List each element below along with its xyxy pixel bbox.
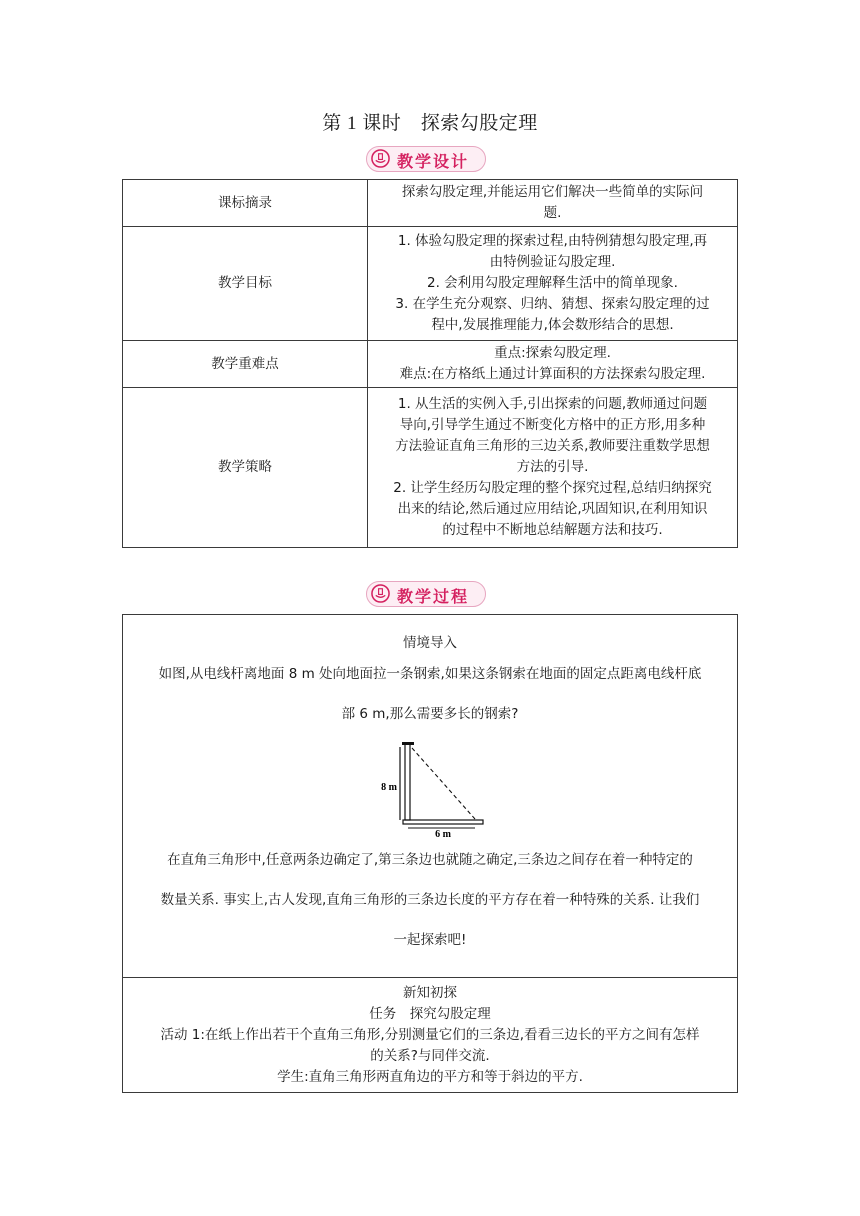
text-line: 难点:在方格纸上通过计算面积的方法探索勾股定理. [399, 366, 706, 382]
teaching-design-label: 教学设计 [397, 152, 470, 171]
badge-emblem-icon [371, 149, 390, 168]
teaching-process-label: 教学过程 [397, 587, 470, 606]
text-line: 由特例验证勾股定理. [489, 254, 616, 270]
row-value [368, 388, 738, 548]
process-table [122, 614, 738, 1093]
text-line: 2. 让学生经历勾股定理的整个探究过程,总结归纳探究 [393, 480, 712, 496]
height-label: 8 m [381, 781, 397, 793]
table-row [123, 180, 738, 227]
table-row [123, 978, 738, 1093]
cable-dashed-line [412, 748, 475, 819]
pole [405, 744, 410, 820]
ground-line [403, 820, 483, 824]
explanation-line: 在直角三角形中,任意两条边确定了,第三条边也就随之确定,三条边之间存在着一种特定的 [167, 851, 693, 868]
section-heading: 情境导入 [403, 634, 457, 651]
table-row [123, 615, 738, 978]
row-value [368, 341, 738, 388]
row-key: 教学策略 [123, 388, 368, 548]
new-knowledge-section [123, 978, 738, 1093]
text-line: 1. 体验勾股定理的探索过程,由特例猜想勾股定理,再 [397, 233, 708, 249]
design-table [122, 179, 738, 548]
table-row [123, 227, 738, 341]
teaching-design-badge [366, 146, 486, 172]
activity-line: 的关系?与同伴交流. [370, 1047, 490, 1064]
pole-top [402, 742, 414, 745]
text-line: 2. 会利用勾股定理解释生活中的简单现象. [427, 275, 678, 291]
table-row [123, 341, 738, 388]
text-line: 3. 在学生充分观察、归纳、猜想、探索勾股定理的过 [395, 296, 710, 312]
activity-line: 活动 1:在纸上作出若干个直角三角形,分别测量它们的三条边,看看三边长的平方之间有怎样 [160, 1026, 700, 1043]
text-line: 导向,引导学生通过不断变化方格中的正方形,用多种 [399, 417, 706, 433]
section-heading: 新知初探 [403, 984, 457, 1001]
row-key: 教学目标 [123, 227, 368, 341]
text-line: 的过程中不断地总结解题方法和技巧. [442, 522, 663, 538]
task-title: 任务 探究勾股定理 [369, 1005, 491, 1022]
problem-line: 如图,从电线杆离地面 8 m 处向地面拉一条钢索,如果这条钢索在地面的固定点距离电线杆底 [158, 665, 702, 682]
text-line: 重点:探索勾股定理. [494, 345, 611, 361]
pole-cable-figure [375, 738, 485, 838]
explanation-line: 一起探索吧! [393, 931, 467, 948]
explanation-line: 数量关系. 事实上,古人发现,直角三角形的三条边长度的平方存在着一种特殊的关系. 让我们 [160, 891, 700, 908]
text-line: 题. [543, 205, 562, 221]
student-answer: 学生:直角三角形两直角边的平方和等于斜边的平方. [277, 1068, 583, 1085]
problem-line: 部 6 m,那么需要多长的钢索? [341, 705, 519, 722]
text-line: 出来的结论,然后通过应用结论,巩固知识,在利用知识 [397, 501, 708, 517]
row-key: 课标摘录 [123, 180, 368, 227]
row-value [368, 180, 738, 227]
intro-section [123, 615, 738, 978]
text-line: 方法的引导. [516, 459, 589, 475]
text-line: 方法验证直角三角形的三边关系,教师要注重数学思想 [395, 438, 710, 454]
table-row [123, 388, 738, 548]
teaching-process-badge [366, 581, 486, 607]
badge-emblem-icon [371, 584, 390, 603]
text-line: 探索勾股定理,并能运用它们解决一些简单的实际问 [401, 184, 704, 200]
row-key: 教学重难点 [123, 341, 368, 388]
text-line: 程中,发展推理能力,体会数形结合的思想. [431, 317, 674, 333]
row-value [368, 227, 738, 341]
page-title: 第 1 课时 探索勾股定理 [322, 113, 538, 134]
base-label: 6 m [435, 828, 451, 838]
text-line: 1. 从生活的实例入手,引出探索的问题,教师通过问题 [397, 396, 708, 412]
